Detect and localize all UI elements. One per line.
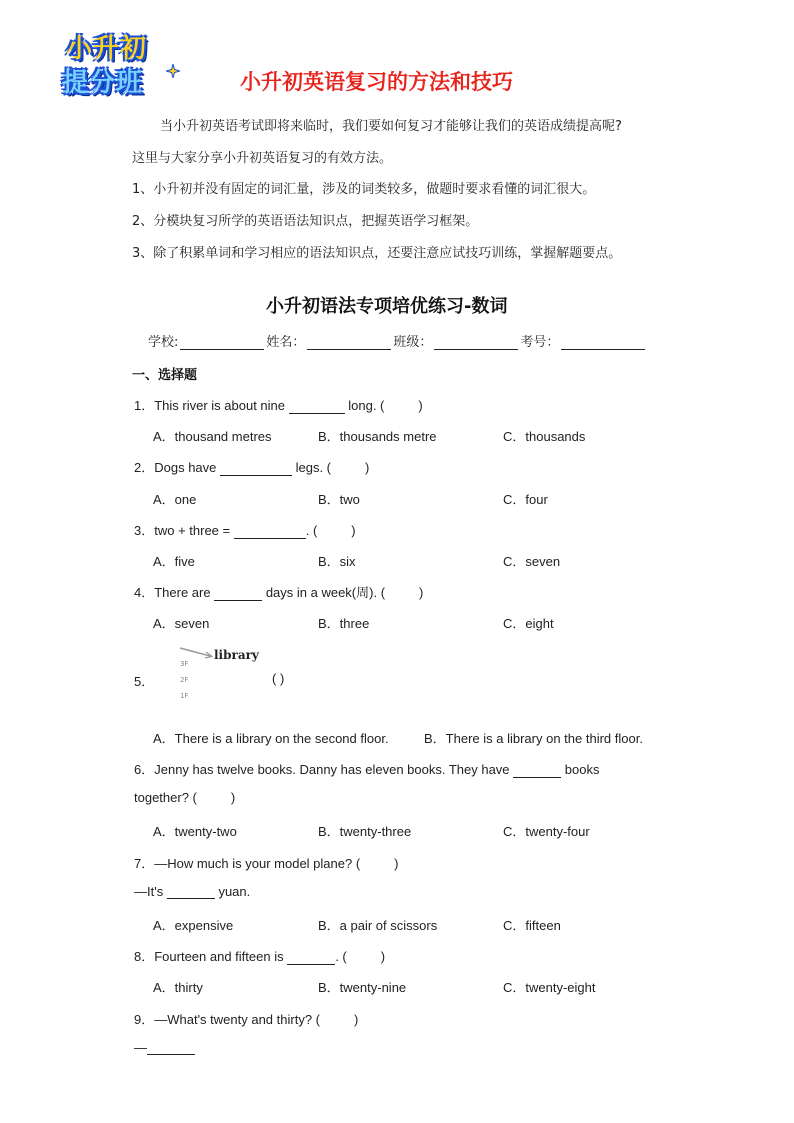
answer-paren: ) (380, 949, 386, 964)
intro-paragraph-2: 这里与大家分享小升初英语复习的有效方法。 (132, 151, 393, 166)
worksheet-title: 小升初语法专项培优练习-数词 (266, 296, 508, 317)
option-b[interactable]: B．twenty-nine (318, 980, 407, 995)
school-label: 学校: (148, 335, 179, 350)
answer-blank[interactable] (289, 400, 345, 414)
question-9 (134, 1009, 358, 1028)
option-b[interactable]: B．a pair of scissors (318, 918, 438, 933)
floor-label-2f: 2F (180, 676, 189, 684)
class-field[interactable] (434, 335, 518, 350)
answer-paren: ) (351, 523, 356, 538)
answer-paren: ) (394, 856, 399, 871)
option-b[interactable]: B．twenty-three (318, 824, 412, 839)
option-a[interactable]: A．thousand metres (153, 429, 272, 444)
question-text: 1．This river is about nine (134, 398, 289, 413)
option-a[interactable]: A．one (153, 492, 197, 507)
question-6 (134, 759, 599, 778)
question-2 (134, 457, 369, 476)
answer-blank[interactable] (214, 587, 262, 601)
section-heading: 一、选择题 (132, 368, 198, 383)
option-a[interactable]: A．twenty-two (153, 824, 237, 839)
number-field[interactable] (561, 335, 645, 350)
name-label: 姓名： (266, 335, 306, 350)
answer-blank[interactable] (220, 462, 292, 476)
question-text: legs. ( (292, 460, 332, 475)
answer-blank[interactable] (234, 525, 306, 539)
option-b[interactable]: B．six (318, 554, 356, 569)
floor-label-3f: 3F (180, 660, 189, 668)
question-3 (134, 520, 356, 539)
option-c[interactable]: C．thousands (503, 429, 586, 444)
option-c[interactable]: C．seven (503, 554, 561, 569)
option-a[interactable]: A．thirty (153, 980, 203, 995)
question-7-reply (134, 884, 250, 899)
question-text: . ( (335, 949, 347, 964)
floor-label-1f: 1F (180, 692, 189, 700)
question-7 (134, 853, 399, 872)
library-floor-image (172, 644, 262, 706)
option-b[interactable]: B．two (318, 492, 360, 507)
library-label: library (214, 648, 259, 662)
question-4 (134, 582, 423, 601)
question-text: . ( (305, 523, 318, 538)
question-text: long. ( (344, 398, 385, 413)
answer-blank[interactable] (287, 951, 335, 965)
question-text: 9．—What's twenty and thirty? ( (134, 1012, 320, 1027)
answer-paren: ) (419, 585, 424, 600)
tip-1: 1、小升初并没有固定的词汇量，涉及的词类较多，做题时要求看懂的词汇很大。 (132, 182, 596, 197)
tip-3: 3、除了积累单词和学习相应的语法知识点，还要注意应试技巧训练，掌握解题要点。 (132, 246, 622, 261)
question-8 (134, 946, 385, 965)
student-info-row (148, 331, 647, 350)
page-title: 小升初英语复习的方法和技巧 (240, 70, 513, 94)
answer-paren: ) (365, 460, 370, 475)
answer-blank[interactable] (513, 764, 561, 778)
school-field[interactable] (180, 335, 264, 350)
option-b[interactable]: B．thousands metre (318, 429, 437, 444)
sparkle-icon (166, 64, 180, 78)
class-label: 班级： (393, 335, 433, 350)
question-text: together? ( (134, 790, 197, 805)
answer-paren[interactable]: ( ) (272, 671, 285, 686)
option-a[interactable]: A．five (153, 554, 195, 569)
option-c[interactable]: C．fifteen (503, 918, 561, 933)
question-text: — (134, 1040, 147, 1055)
option-c[interactable]: C．twenty-four (503, 824, 590, 839)
question-9-reply (134, 1040, 195, 1055)
logo-line-1: 小升初 (66, 34, 148, 64)
question-text: days in a week(周). ( (262, 585, 386, 600)
question-text: 2．Dogs have (134, 460, 220, 475)
question-text: 4．There are (134, 585, 215, 600)
question-text: books (561, 762, 600, 777)
option-a[interactable]: A．expensive (153, 918, 234, 933)
answer-blank[interactable] (167, 885, 215, 899)
question-1 (134, 395, 423, 414)
question-6-cont (134, 790, 235, 805)
question-text: 7．—How much is your model plane? ( (134, 856, 361, 871)
question-text: 8．Fourteen and fifteen is (134, 949, 288, 964)
option-c[interactable]: C．twenty-eight (503, 980, 596, 995)
question-5-number: 5． (134, 674, 155, 689)
question-text: —It's (134, 884, 167, 899)
question-text: 6．Jenny has twelve books. Danny has eleven books. They have (134, 762, 514, 777)
tip-2: 2、分模块复习所学的英语语法知识点，把握英语学习框架。 (132, 214, 479, 229)
answer-paren: ) (418, 398, 423, 413)
option-a[interactable]: A．seven (153, 616, 210, 631)
option-a[interactable]: A．There is a library on the second floor. (153, 731, 389, 746)
answer-paren: ) (230, 790, 236, 805)
logo (62, 28, 180, 98)
intro-paragraph-1: 当小升初英语考试即将来临时，我们要如何复习才能够让我们的英语成绩提高呢? (160, 119, 622, 134)
option-c[interactable]: C．eight (503, 616, 554, 631)
name-field[interactable] (307, 335, 391, 350)
question-text: 3．two + three = (134, 523, 234, 538)
option-b[interactable]: B．three (318, 616, 370, 631)
option-c[interactable]: C．four (503, 492, 548, 507)
logo-line-2: 提分班 (62, 68, 144, 98)
option-b[interactable]: B．There is a library on the third floor. (424, 731, 643, 746)
question-text: yuan. (214, 884, 251, 899)
answer-blank[interactable] (147, 1041, 195, 1055)
number-label: 考号： (520, 335, 560, 350)
answer-paren: ) (354, 1012, 359, 1027)
